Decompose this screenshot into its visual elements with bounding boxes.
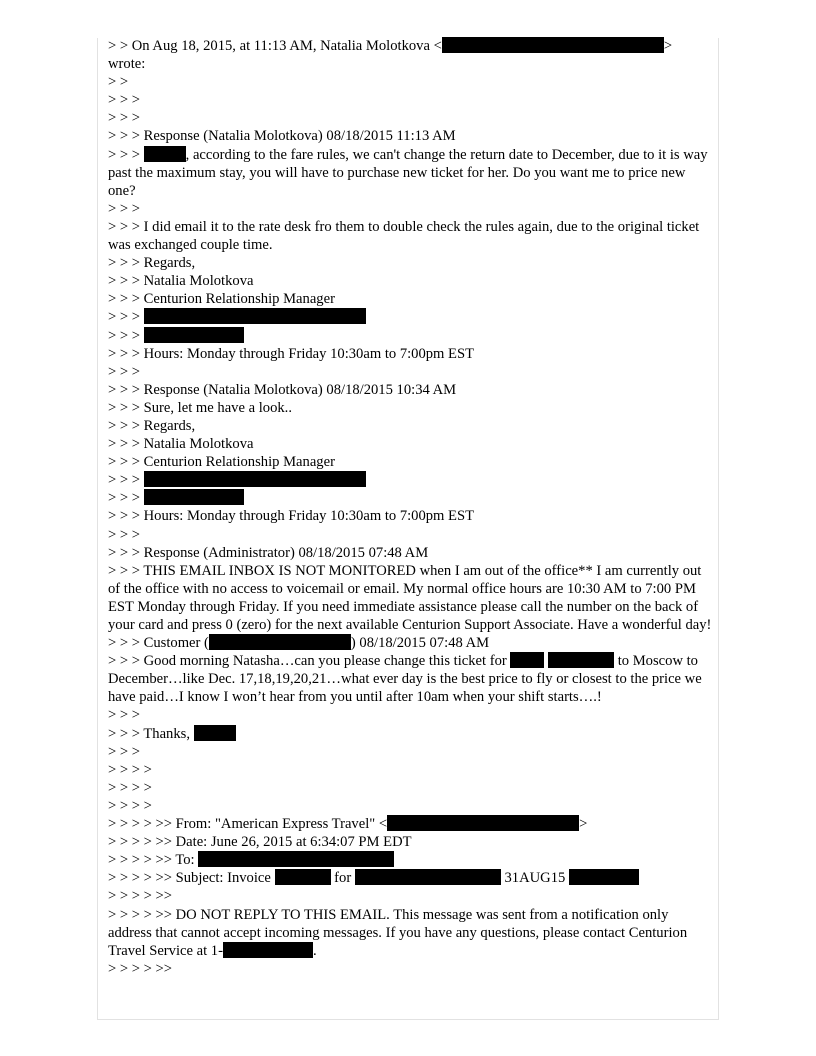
redacted-block — [194, 725, 236, 741]
redacted-line: > > > — [108, 327, 712, 345]
redacted-block — [144, 471, 366, 487]
text-line: > > > — [108, 110, 140, 127]
redacted-block — [442, 37, 664, 53]
text-line: > > > Natalia Molotkova — [108, 273, 254, 290]
text-line: > > > — [108, 200, 140, 217]
redacted-block — [548, 652, 614, 668]
text-line: > > > > — [108, 797, 152, 814]
redacted-line: > > > — [108, 308, 712, 326]
thanks-line: > > > Thanks, — [108, 725, 712, 743]
paragraph: > > > THIS EMAIL INBOX IS NOT MONITORED when I am out of the office** I am currently out of the office with no access to voicemail or email. My normal office hours are 10:30 AM to 7:00 PM EST Monday through Friday. If you need immediate assistance please call the number on the back of your card and press 0 (zero) for the next available Centurion Support Associate. Have a wonderful day! — [108, 562, 712, 633]
text-line: wrote: — [108, 56, 146, 73]
text-line: > > > > — [108, 761, 152, 778]
redacted-block — [387, 815, 579, 831]
text-line: > > > Natalia Molotkova — [108, 436, 254, 453]
to-line: > > > > >> To: — [108, 851, 712, 869]
paragraph: > > > , according to the fare rules, we can't change the return date to December, due to it is way past the maximum stay, you will have to purchase new ticket for her. Do you want me to price new one? — [108, 146, 712, 199]
text-line: > > > — [108, 707, 140, 724]
text-line: > > > > >> — [108, 888, 172, 905]
from-line: > > > > >> From: "American Express Travel" < > — [108, 816, 588, 833]
text-line: > > > Response (Administrator) 08/18/2015 07:48 AM — [108, 544, 429, 561]
text-line: > > > Hours: Monday through Friday 10:30am to 7:00pm EST — [108, 345, 475, 362]
redacted-block — [510, 652, 544, 668]
redacted-block — [355, 869, 501, 885]
redacted-line: > > > — [108, 471, 712, 489]
paragraph: > > > > >> DO NOT REPLY TO THIS EMAIL. This message was sent from a notification only address that cannot accept incoming messages. If you have any questions, please contact Centurion Travel Service at 1- . — [108, 906, 691, 959]
text-line: > > > Response (Natalia Molotkova) 08/18/2015 11:13 AM — [108, 128, 456, 145]
text-line: > > > — [108, 743, 140, 760]
quote-header-line: > > On Aug 18, 2015, at 11:13 AM, Natalia Molotkova < > — [108, 38, 673, 54]
redacted-block — [144, 146, 186, 162]
text-line: > > > Sure, let me have a look.. — [108, 399, 292, 416]
subject-line: > > > > >> Subject: Invoice for 31AUG15 — [108, 869, 712, 887]
text-line: > > — [108, 74, 129, 91]
date-line: > > > > >> Date: June 26, 2015 at 6:34:07 PM EDT — [108, 834, 412, 851]
redacted-block — [144, 327, 244, 343]
email-body — [108, 37, 712, 978]
text-line: > > > Centurion Relationship Manager — [108, 291, 335, 308]
paragraph: > > > Good morning Natasha…can you please change this ticket for to Moscow to December…like Dec. 17,18,19,20,21…what ever day is the best price to fly or closest to the price we have paid…I know I won’t hear from you until after 10am when your shift starts….! — [108, 653, 706, 706]
redacted-block — [569, 869, 639, 885]
text-line: > > > Centurion Relationship Manager — [108, 454, 335, 471]
text-line: > > > Hours: Monday through Friday 10:30am to 7:00pm EST — [108, 508, 475, 525]
text-line: > > > — [108, 92, 140, 109]
text-line: > > > > — [108, 779, 152, 796]
redacted-block — [209, 634, 351, 650]
redacted-block — [275, 869, 331, 885]
customer-line: > > > Customer ( ) 08/18/2015 07:48 AM — [108, 635, 490, 652]
redacted-block — [144, 308, 366, 324]
text-line: > > > Regards, — [108, 255, 196, 272]
redacted-block — [198, 851, 394, 867]
redacted-block — [223, 942, 313, 958]
text-line: > > > Response (Natalia Molotkova) 08/18/2015 10:34 AM — [108, 381, 457, 398]
redacted-block — [144, 489, 244, 505]
text-line: > > > > >> — [108, 960, 172, 977]
text-line: > > > — [108, 526, 140, 543]
redacted-line: > > > — [108, 489, 712, 507]
paragraph: > > > I did email it to the rate desk fro them to double check the rules again, due to the original ticket was exchanged couple time. — [108, 218, 703, 254]
text-line: > > > Regards, — [108, 417, 196, 434]
text-line: > > > — [108, 363, 140, 380]
